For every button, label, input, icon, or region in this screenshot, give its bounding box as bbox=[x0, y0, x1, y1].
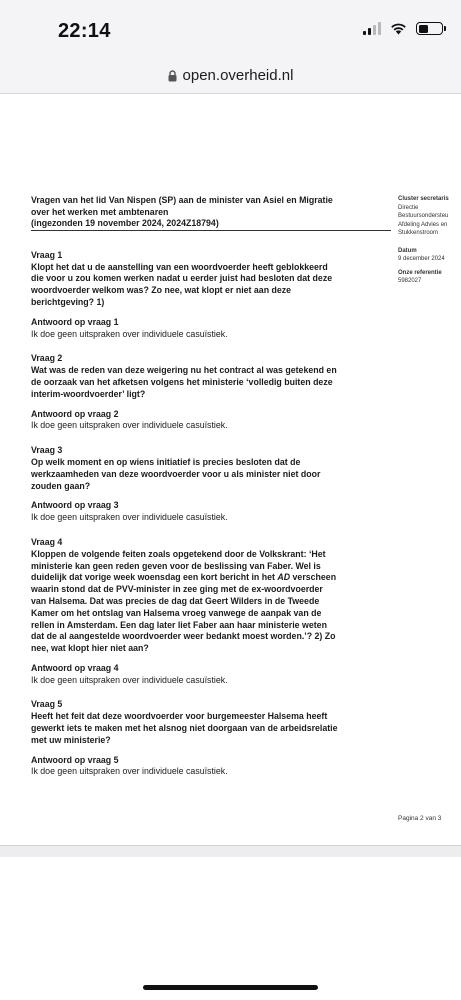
address-bar[interactable] bbox=[0, 58, 461, 94]
question-label: Vraag 5 bbox=[31, 699, 63, 710]
answer-block-1 bbox=[31, 317, 391, 341]
title-line: (ingezonden 19 november 2024, 2024Z18794) bbox=[31, 218, 219, 229]
document-body bbox=[31, 195, 391, 778]
question-text bbox=[31, 262, 391, 309]
question-line: gewerkt iets te maken met het alsnog niet doorgaan van de arbeidsrelatie bbox=[31, 723, 338, 734]
question-label: Vraag 1 bbox=[31, 249, 63, 260]
question-line: met uw ministerie? bbox=[31, 734, 111, 745]
battery-icon bbox=[416, 22, 443, 35]
question-line: interim-woordvoerder’ ligt? bbox=[31, 388, 146, 399]
question-text bbox=[31, 549, 391, 655]
question-label: Vraag 2 bbox=[31, 353, 63, 364]
cluster-line: Bestuursondersteu bbox=[398, 213, 449, 219]
cluster-line: Directie bbox=[398, 204, 419, 211]
cellular-signal-icon bbox=[363, 22, 381, 35]
wifi-icon bbox=[390, 22, 407, 35]
question-line: berichtgeving? 1) bbox=[31, 296, 105, 307]
question-line: ministerie kan geen reden geven voor de beslissing van Faber. Wel is bbox=[31, 560, 321, 571]
cluster-line: Stukkenstroom bbox=[398, 230, 439, 236]
question-line: van Halsema. Dat was precies de dag dat Geert Wilders in de Tweede bbox=[31, 595, 320, 606]
answer-block-3 bbox=[31, 500, 391, 524]
answer-block-2 bbox=[31, 409, 391, 433]
answer-label: Antwoord op vraag 5 bbox=[31, 754, 119, 765]
question-text bbox=[31, 711, 391, 746]
title-divider bbox=[31, 230, 391, 231]
answer-text: Ik doe geen uitspraken over individuele casuïstiek. bbox=[31, 674, 228, 685]
question-line: Wat was de reden van deze weigering nu het contract al was getekend en bbox=[31, 365, 337, 376]
question-line: zouden gaan? bbox=[31, 480, 91, 491]
question-line: Kloppen de volgende feiten zoals opgetekend door de Volkskrant: ‘Het bbox=[31, 548, 326, 559]
question-line: Op welk moment en op wiens initiatief is precies besloten dat de bbox=[31, 456, 301, 467]
question-line: waarin stond dat de PVV-minister in zee ging met de ex-woordvoerder bbox=[31, 584, 323, 595]
lock-icon bbox=[168, 70, 177, 82]
datum-value: 9 december 2024 bbox=[398, 256, 445, 262]
question-line: nee, wat klopt hier niet aan? bbox=[31, 643, 149, 654]
url-text: open.overheid.nl bbox=[182, 67, 294, 84]
question-line: de oorzaak van het afketsen volgens het ministerie ‘volledig buiten deze bbox=[31, 376, 333, 387]
question-line: dat de al aangestelde woordvoerder weer bedankt moest worden.’? 2) Zo bbox=[31, 631, 336, 642]
reference-value: 5982027 bbox=[398, 278, 422, 284]
document-title bbox=[31, 195, 391, 230]
question-block-2 bbox=[31, 353, 391, 400]
question-block-4 bbox=[31, 537, 391, 655]
question-line: duidelijk dat vorige week woensdag een kort bericht in het AD verscheen bbox=[31, 572, 337, 583]
cluster-label: Cluster secretaris bbox=[398, 196, 449, 202]
status-icons bbox=[363, 22, 443, 35]
answer-text: Ik doe geen uitspraken over individuele casuïstiek. bbox=[31, 420, 228, 431]
home-indicator[interactable] bbox=[143, 985, 318, 990]
status-bar bbox=[0, 0, 461, 58]
question-block-1 bbox=[31, 250, 391, 309]
datum-label: Datum bbox=[398, 247, 417, 254]
page-indicator: Pagina 2 van 3 bbox=[398, 815, 442, 822]
answer-label: Antwoord op vraag 2 bbox=[31, 408, 119, 419]
page-separator bbox=[0, 845, 461, 857]
answer-text: Ik doe geen uitspraken over individuele casuïstiek. bbox=[31, 328, 228, 339]
reference-label: Onze referentie bbox=[398, 269, 442, 276]
answer-label: Antwoord op vraag 3 bbox=[31, 500, 119, 511]
question-text bbox=[31, 457, 391, 492]
answer-block-4 bbox=[31, 663, 391, 687]
answer-block-5 bbox=[31, 755, 391, 779]
question-label: Vraag 3 bbox=[31, 445, 63, 456]
question-block-5 bbox=[31, 699, 391, 746]
question-line: Kamer om het ontslag van Halsema vroeg vanwege de aanpak van de bbox=[31, 607, 322, 618]
question-line: woordvoerder welkom was? Zo nee, wat klopt er niet aan deze bbox=[31, 285, 292, 296]
title-line: Vragen van het lid Van Nispen (SP) aan de minister van Asiel en Migratie bbox=[31, 195, 333, 205]
question-line: Klopt het dat u de aanstelling van een woordvoerder heeft geblokkeerd bbox=[31, 261, 328, 272]
question-block-3 bbox=[31, 445, 391, 492]
question-label: Vraag 4 bbox=[31, 536, 63, 547]
question-text bbox=[31, 365, 391, 400]
title-line: over het werken met ambtenaren bbox=[31, 206, 169, 217]
next-page-area bbox=[0, 857, 461, 1000]
clock: 22:14 bbox=[58, 20, 111, 42]
cluster-line: Afdeling Advies en bbox=[398, 221, 448, 228]
answer-text: Ik doe geen uitspraken over individuele casuïstiek. bbox=[31, 766, 228, 777]
answer-text: Ik doe geen uitspraken over individuele casuïstiek. bbox=[31, 512, 228, 523]
question-line: rellen in Amsterdam. Een dag later liet Faber aan haar ministerie weten bbox=[31, 619, 327, 630]
document-sidebar bbox=[398, 195, 461, 291]
answer-label: Antwoord op vraag 4 bbox=[31, 662, 119, 673]
question-line: Heeft het feit dat deze woordvoerder voor burgemeester Halsema heeft bbox=[31, 711, 328, 722]
question-line: die voor u zou komen werken nadat u eerder juist had besloten dat deze bbox=[31, 273, 333, 284]
document-page bbox=[0, 95, 461, 845]
answer-label: Antwoord op vraag 1 bbox=[31, 316, 119, 327]
question-line: werkzaamheden van deze woordvoerder voor u als minister niet door bbox=[31, 468, 321, 479]
